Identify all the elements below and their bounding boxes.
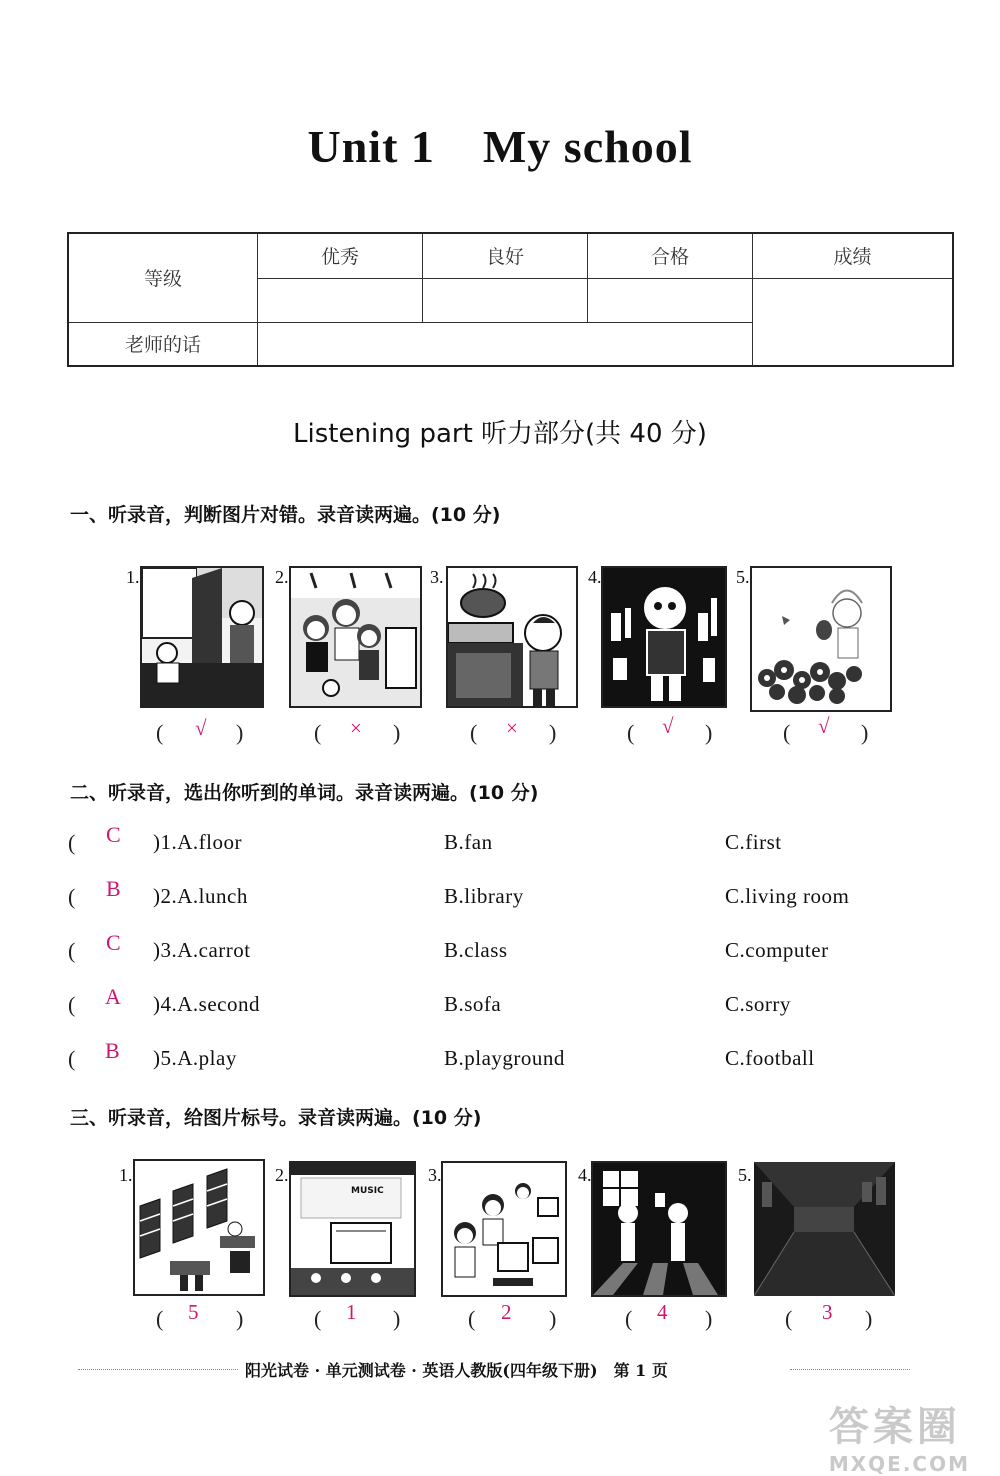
s2-text-2a: A.lunch <box>177 884 248 908</box>
girl-garden-icon <box>752 568 890 710</box>
s2-option-5b[interactable]: B.playground <box>444 1046 565 1070</box>
s2-option-4a[interactable] <box>153 992 260 1017</box>
section1-title: 一、听录音，判断图片对错。录音读两遍。(10 分) <box>70 504 501 526</box>
s3-num-5: 5. <box>738 1165 752 1185</box>
s2-num-5: )5. <box>153 1046 178 1070</box>
s2-answer-2[interactable]: B <box>106 876 121 901</box>
s1-picture-5 <box>750 566 892 712</box>
hallway-icon <box>754 1162 895 1296</box>
s2-num-3: )3. <box>153 938 178 962</box>
grade-table <box>67 232 954 367</box>
s3-num-4: 4. <box>578 1165 592 1185</box>
level-excellent-cell[interactable] <box>258 278 423 322</box>
s2-option-4c[interactable]: C.sorry <box>725 992 791 1016</box>
s1-num-1: 1. <box>126 567 140 587</box>
listening-header: Listening part 听力部分(共 40 分) <box>293 419 707 449</box>
girl-at-desk-icon <box>142 568 262 706</box>
s1-num-5: 5. <box>736 567 750 587</box>
score-label: 成绩 <box>753 233 954 278</box>
s2-text-4a: A.second <box>177 992 260 1016</box>
s1-num-3: 3. <box>430 567 444 587</box>
s3-answer-3[interactable]: 2 <box>501 1300 512 1324</box>
s2-option-3c[interactable]: C.computer <box>725 938 829 962</box>
s2-text-1a: A.floor <box>177 830 242 854</box>
s2-option-1c[interactable]: C.first <box>725 830 782 854</box>
s1-answer-4[interactable]: √ <box>662 714 674 738</box>
s1-answer-5[interactable]: √ <box>818 714 830 738</box>
s2-option-5c[interactable]: C.football <box>725 1046 815 1070</box>
s2-option-2c[interactable]: C.living room <box>725 884 850 908</box>
page-title <box>0 120 1000 173</box>
teacher-comment-label: 老师的话 <box>68 322 258 366</box>
s2-text-5a: A.play <box>177 1046 237 1070</box>
s2-option-5a[interactable] <box>153 1046 237 1071</box>
s2-num-4: )4. <box>153 992 178 1016</box>
s1-picture-2 <box>289 566 422 708</box>
s3-answer-1[interactable]: 5 <box>188 1300 199 1324</box>
s3-num-1: 1. <box>119 1165 133 1185</box>
unit-number: Unit 1 <box>307 121 435 172</box>
page-footer: 阳光试卷 · 单元测试卷 · 英语人教版(四年级下册) 第 1 页 <box>245 1361 668 1380</box>
boy-kitchen-icon <box>448 568 576 706</box>
s3-answer-2[interactable]: 1 <box>346 1300 357 1324</box>
s3-picture-2 <box>289 1161 416 1297</box>
watermark-bottom: MXQE.COM <box>828 1452 970 1476</box>
score-cell[interactable] <box>753 278 954 366</box>
s1-picture-4 <box>601 566 727 708</box>
watermark-top: 答案圈 <box>828 1404 961 1450</box>
s1-answer-3[interactable]: × <box>506 716 518 740</box>
footer-rule-right <box>790 1369 910 1370</box>
section2-title: 二、听录音，选出你听到的单词。录音读两遍。(10 分) <box>70 782 539 804</box>
s2-option-4b[interactable]: B.sofa <box>444 992 502 1016</box>
gym-room-icon <box>593 1163 725 1295</box>
s3-num-2: 2. <box>275 1165 289 1185</box>
s2-answer-3[interactable]: C <box>106 930 121 955</box>
library-icon <box>135 1161 263 1294</box>
s2-num-2: )2. <box>153 884 178 908</box>
level-pass-cell[interactable] <box>588 278 753 322</box>
s2-option-2b[interactable]: B.library <box>444 884 524 908</box>
boy-gym-icon <box>603 568 725 706</box>
s1-answer-1[interactable]: √ <box>195 716 207 740</box>
s1-picture-1 <box>140 566 264 708</box>
s2-option-1b[interactable]: B.fan <box>444 830 493 854</box>
s1-answer-2[interactable]: × <box>350 716 362 740</box>
s3-picture-5 <box>754 1162 895 1296</box>
s3-answer-4[interactable]: 4 <box>657 1300 668 1324</box>
s2-option-3a[interactable] <box>153 938 251 963</box>
teacher-comment-cell[interactable] <box>258 322 753 366</box>
s3-picture-3 <box>441 1161 567 1297</box>
children-football-icon <box>291 568 420 706</box>
s2-num-1: )1. <box>153 830 178 854</box>
s3-picture-4 <box>591 1161 727 1297</box>
music-room-icon <box>291 1163 414 1295</box>
s2-answer-1[interactable]: C <box>106 822 121 847</box>
unit-name: My school <box>482 121 693 172</box>
watermark <box>829 1395 970 1476</box>
section3-title: 三、听录音，给图片标号。录音读两遍。(10 分) <box>70 1107 482 1129</box>
s1-num-2: 2. <box>275 567 289 587</box>
s2-option-3b[interactable]: B.class <box>444 938 508 962</box>
s1-picture-3 <box>446 566 578 708</box>
level-good-cell[interactable] <box>423 278 588 322</box>
level-pass: 合格 <box>588 233 753 278</box>
s3-picture-1 <box>133 1159 265 1296</box>
computer-room-icon <box>443 1163 565 1295</box>
s2-option-2a[interactable] <box>153 884 248 909</box>
level-label: 等级 <box>68 233 258 322</box>
s1-num-4: 4. <box>588 567 602 587</box>
s3-num-3: 3. <box>428 1165 442 1185</box>
s2-answer-4[interactable]: A <box>105 984 121 1009</box>
s2-answer-5[interactable]: B <box>105 1038 120 1063</box>
s2-text-3a: A.carrot <box>177 938 251 962</box>
s2-option-1a[interactable] <box>153 830 242 855</box>
level-excellent: 优秀 <box>258 233 423 278</box>
s3-answer-5[interactable]: 3 <box>822 1300 833 1324</box>
footer-rule-left <box>78 1369 238 1370</box>
level-good: 良好 <box>423 233 588 278</box>
music-sign-text: MUSIC <box>351 1186 384 1196</box>
